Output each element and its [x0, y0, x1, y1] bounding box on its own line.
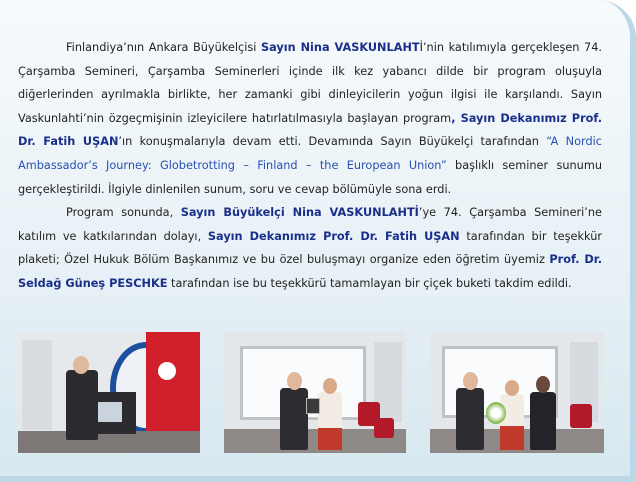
text-run: Finlandiya’nın Ankara Büyükelçisi [66, 41, 261, 54]
text-run: tarafından bir teşekkür plaketi; Özel Hukuk Bölüm Başkanımız ve bu özel buluşmayı organize eden öğretim üyemiz [18, 229, 603, 267]
text-run: ’ye 74. Çarşamba Semineri’ne katılım ve katkılarından dolayı, [18, 206, 602, 243]
highlighted-name: Prof. Dr. Seldağ Güneş PESCHKE [18, 253, 602, 290]
highlighted-name: , Sayın Dekanımız Prof. Dr. Fatih UŞAN [18, 111, 602, 149]
paragraph-1 [18, 36, 602, 201]
highlighted-name: Sayın Nina VASKUNLAHT [260, 41, 420, 54]
seminar-title: “A Nordic Ambassador’s Journey: Globetrotting – Finland – the European Union” [18, 135, 602, 172]
photo-speaker-at-podium [18, 332, 200, 453]
text-run: Program sonunda, [66, 206, 181, 220]
highlighted-name: Sayın Büyükelçi Nina VASKUNLAHTİ [180, 206, 419, 220]
paragraph-2 [18, 201, 602, 295]
text-run: ’ın konuşmalarıyla devam etti. Devamında Sayın Büyükelçi tarafından [118, 135, 547, 149]
text-run: tarafından ise bu teşekkürü tamamlayan bir çiçek buketi takdim edildi. [167, 276, 572, 290]
highlighted-name: Sayın Dekanımız Prof. Dr. Fatih UŞAN [207, 229, 460, 243]
text-run: başlıklı seminer sunumu gerçekleştirildi. İlgiyle dinlenilen sunum, soru ve cevap bölümüyle sona erdi. [18, 158, 602, 196]
photo-plaque-presentation [224, 332, 406, 453]
text-run: İ’nin katılımıyla gerçekleşen 74. Çarşamba Semineri, Çarşamba Seminerleri içinde ilk kez yabancı dilde bir program oluşuyla diğerlerinden ayrılmakla birlikte, her zamanki gibi dinleyicilerin yoğun ilgisi ile karşılandı. Sayın Vaskunlahti’nin özgeçmişinin izleyicilere hatırlatılmasıyla başlayan program [18, 41, 602, 125]
article-body [18, 36, 602, 296]
photo-flower-presentation [430, 332, 604, 453]
